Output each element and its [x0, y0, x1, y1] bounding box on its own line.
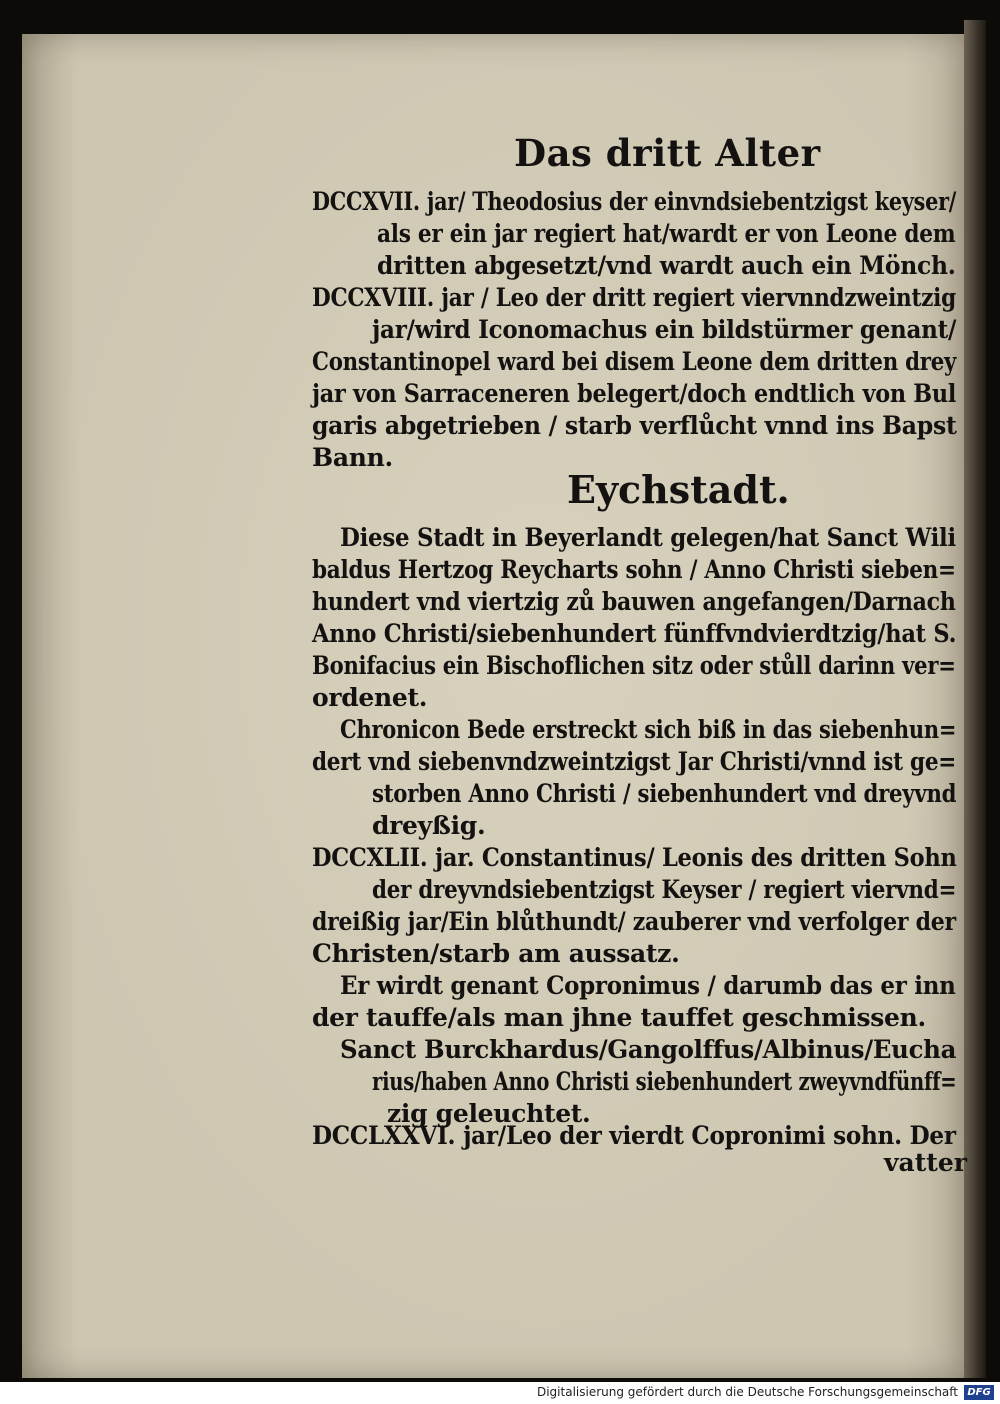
- text-line: Diese Stadt in Beyerlandt gelegen/hat Sanct Wili: [340, 523, 956, 552]
- text-line: jar von Sarraceneren belegert/doch endtlich von Bul: [312, 379, 957, 408]
- text-line: Sanct Burckhardus/Gangolffus/Albinus/Eucha: [340, 1035, 957, 1064]
- text-line: Bann.: [312, 443, 393, 472]
- book-page-edge: [964, 20, 986, 1378]
- text-line: dreißig jar/Ein blůthundt/ zauberer vnd verfolger der: [312, 907, 956, 936]
- text-line: Anno Christi/siebenhundert fünffvndvierdtzig/hat S.: [312, 619, 957, 648]
- text-line: DCCLXXVI. jar/Leo der vierdt Copronimi sohn. Der: [312, 1121, 956, 1150]
- digitization-footer: [0, 1382, 1000, 1404]
- text-line: als er ein jar regiert hat/wardt er von Leone dem: [377, 219, 956, 248]
- funding-notice: Digitalisierung gefördert durch die Deutsche Forschungsgemeinschaft: [536, 1385, 958, 1399]
- text-line: ordenet.: [312, 683, 428, 712]
- text-line: Chronicon Bede erstreckt sich biß in das siebenhun=: [340, 715, 957, 744]
- text-line: dritten abgesetzt/vnd wardt auch ein Mönch.: [377, 251, 956, 280]
- text-line: dreyßig.: [372, 811, 486, 840]
- text-line: jar/wird Iconomachus ein bildstürmer genant/: [372, 315, 957, 344]
- text-line: der tauffe/als man jhne tauffet geschmissen.: [312, 1003, 926, 1032]
- text-line: garis abgetrieben / starb verflůcht vnnd ins Bapst: [312, 411, 957, 440]
- text-line: storben Anno Christi / siebenhundert vnd dreyvnd: [372, 779, 957, 808]
- text-line: Bonifacius ein Bischoflichen sitz oder stůll darinn ver=: [312, 651, 956, 680]
- text-line: DCCXVII. jar/ Theodosius der einvndsiebentzigst keyser/: [312, 187, 957, 216]
- catchword: vatter: [884, 1148, 967, 1177]
- text-line: DCCXLII. jar. Constantinus/ Leonis des dritten Sohn: [312, 843, 957, 872]
- book-page: [22, 34, 967, 1378]
- section-heading: Eychstadt.: [567, 467, 790, 512]
- text-line: Er wirdt genant Copronimus / darumb das er inn: [340, 971, 956, 1000]
- text-line: hundert vnd viertzig zů bauwen angefangen/Darnach: [312, 587, 956, 616]
- text-line: Christen/starb am aussatz.: [312, 939, 680, 968]
- text-line: baldus Hertzog Reycharts sohn / Anno Christi sieben=: [312, 555, 956, 584]
- text-line: der dreyvndsiebentzigst Keyser / regiert viervnd=: [372, 875, 957, 904]
- text-line: rius/haben Anno Christi siebenhundert zweyvndfünff=: [372, 1067, 957, 1096]
- dfg-logo: DFG: [964, 1385, 994, 1400]
- text-line: zig geleuchtet.: [387, 1099, 591, 1128]
- running-head: Das dritt Alter: [514, 131, 821, 175]
- text-line: DCCXVIII. jar / Leo der dritt regiert viervnndzweintzig: [312, 283, 956, 312]
- text-line: Constantinopel ward bei disem Leone dem dritten drey: [312, 347, 957, 376]
- text-line: dert vnd siebenvndzweintzigst Jar Christi/vnnd ist ge=: [312, 747, 957, 776]
